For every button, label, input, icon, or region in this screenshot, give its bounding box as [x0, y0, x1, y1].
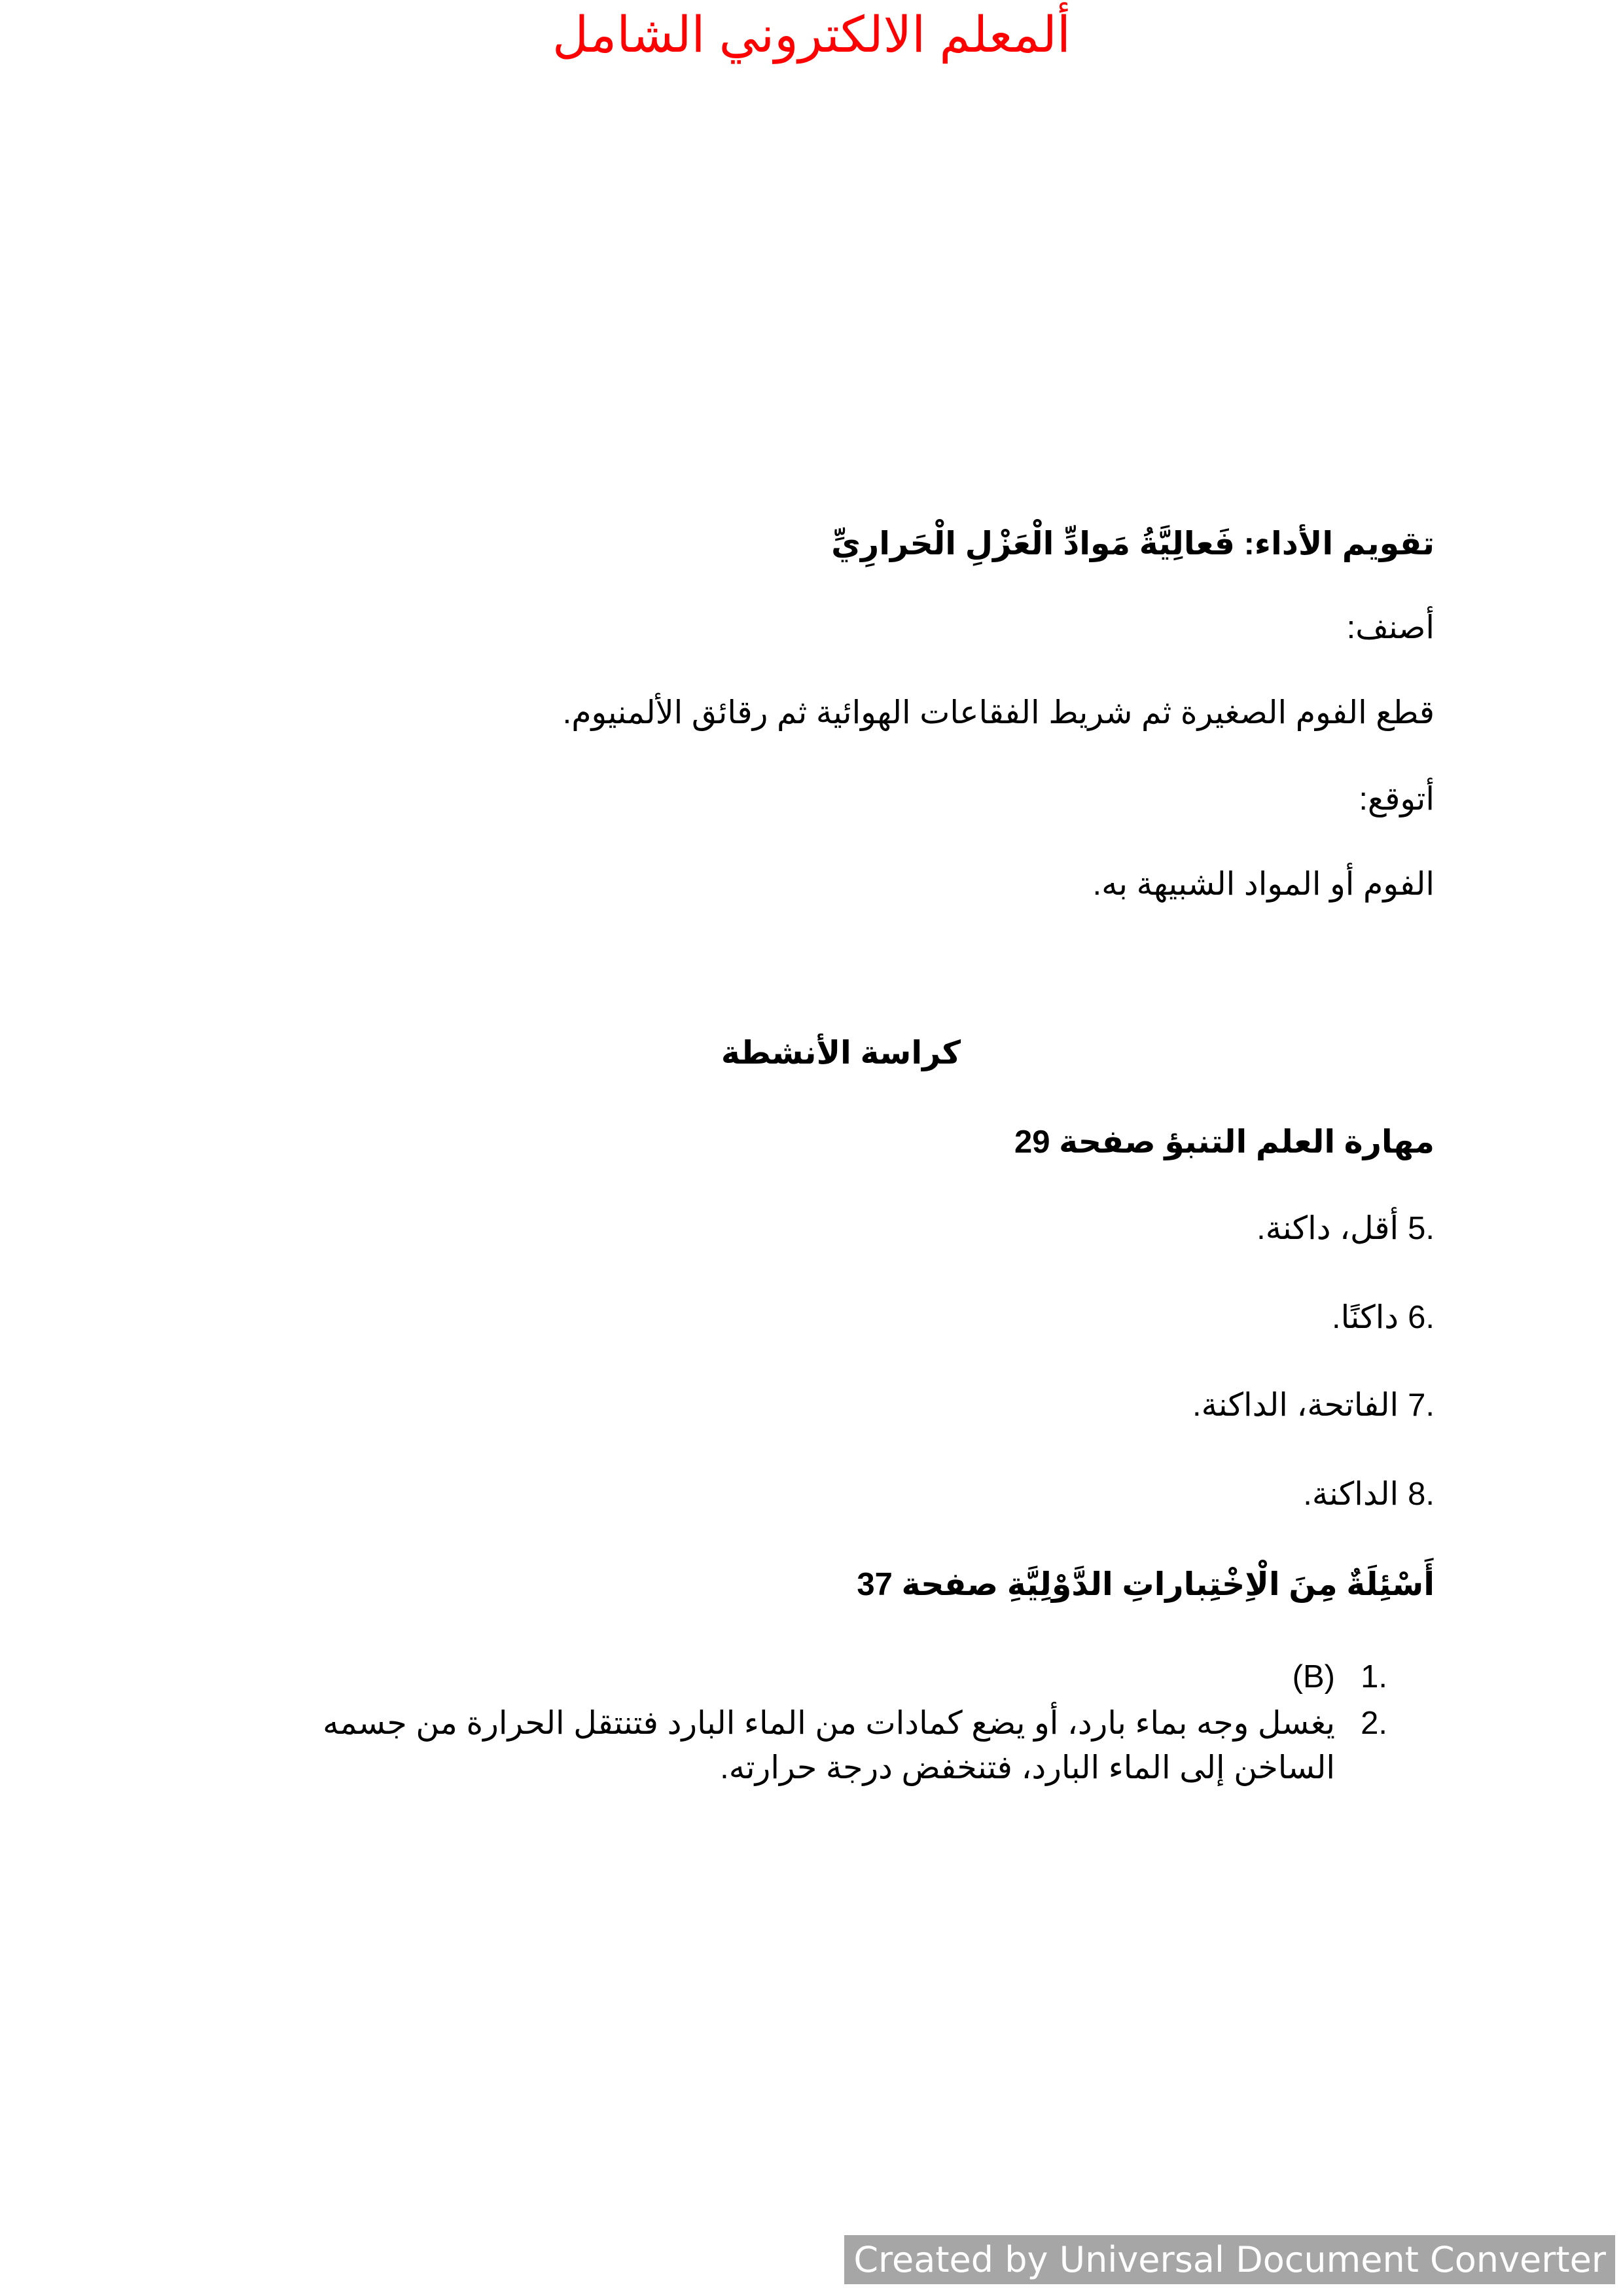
workbook-title: كراسة الأنشطة [721, 1035, 961, 1071]
workbook-item [1257, 1210, 1435, 1247]
predict-answer: الفوم أو المواد الشبيهة به. [1092, 867, 1435, 902]
item-number: 7. [1408, 1388, 1435, 1423]
skill-heading: مهارة العلم التنبؤ صفحة 29 [1014, 1124, 1435, 1160]
item-text: يغسل وجه بماء بارد، أو يضع كمادات من الماء البارد فتنتقل الحرارة من جسمه الساخن إلى الماء البارد، فتنخفض درجة حرارته. [323, 1705, 1335, 1786]
workbook-item [1332, 1299, 1435, 1336]
item-text: الفاتحة، الداكنة. [1192, 1388, 1399, 1423]
classify-label: أصنف: [1346, 610, 1435, 645]
item-number: 2. [1361, 1705, 1387, 1741]
performance-title: تقويم الأداء: فَعالِيَّةُ مَوادِّ الْعَزْلِ الْحَرارِيِّ [831, 526, 1435, 562]
item-number: 1. [1361, 1659, 1387, 1695]
workbook-item [1192, 1386, 1435, 1424]
workbook-item [1303, 1475, 1435, 1513]
predict-label: أتوقع: [1359, 781, 1435, 817]
site-title: ألمعلم الالكتروني الشامل [552, 7, 1071, 63]
item-text: أقل، داكنة. [1257, 1211, 1399, 1246]
international-heading: أَسْئِلَةٌ مِنَ الْاِخْتِباراتِ الدَّوْلِيَّةِ صفحة 37 [857, 1567, 1435, 1602]
classify-answer: قطع الفوم الصغيرة ثم شريط الفقاعات الهوائية ثم رقائق الألمنيوم. [562, 695, 1435, 730]
list-item [314, 1655, 1387, 1700]
watermark: Created by Universal Document Converter [844, 2235, 1615, 2284]
item-number: 5. [1408, 1211, 1435, 1246]
item-number: 6. [1408, 1300, 1435, 1335]
item-text: داكنًا. [1332, 1300, 1399, 1335]
international-list [314, 1655, 1387, 1791]
list-item [314, 1701, 1387, 1791]
item-text: (B) [1292, 1659, 1335, 1695]
item-number: 8. [1408, 1477, 1435, 1512]
item-text: الداكنة. [1303, 1477, 1399, 1512]
